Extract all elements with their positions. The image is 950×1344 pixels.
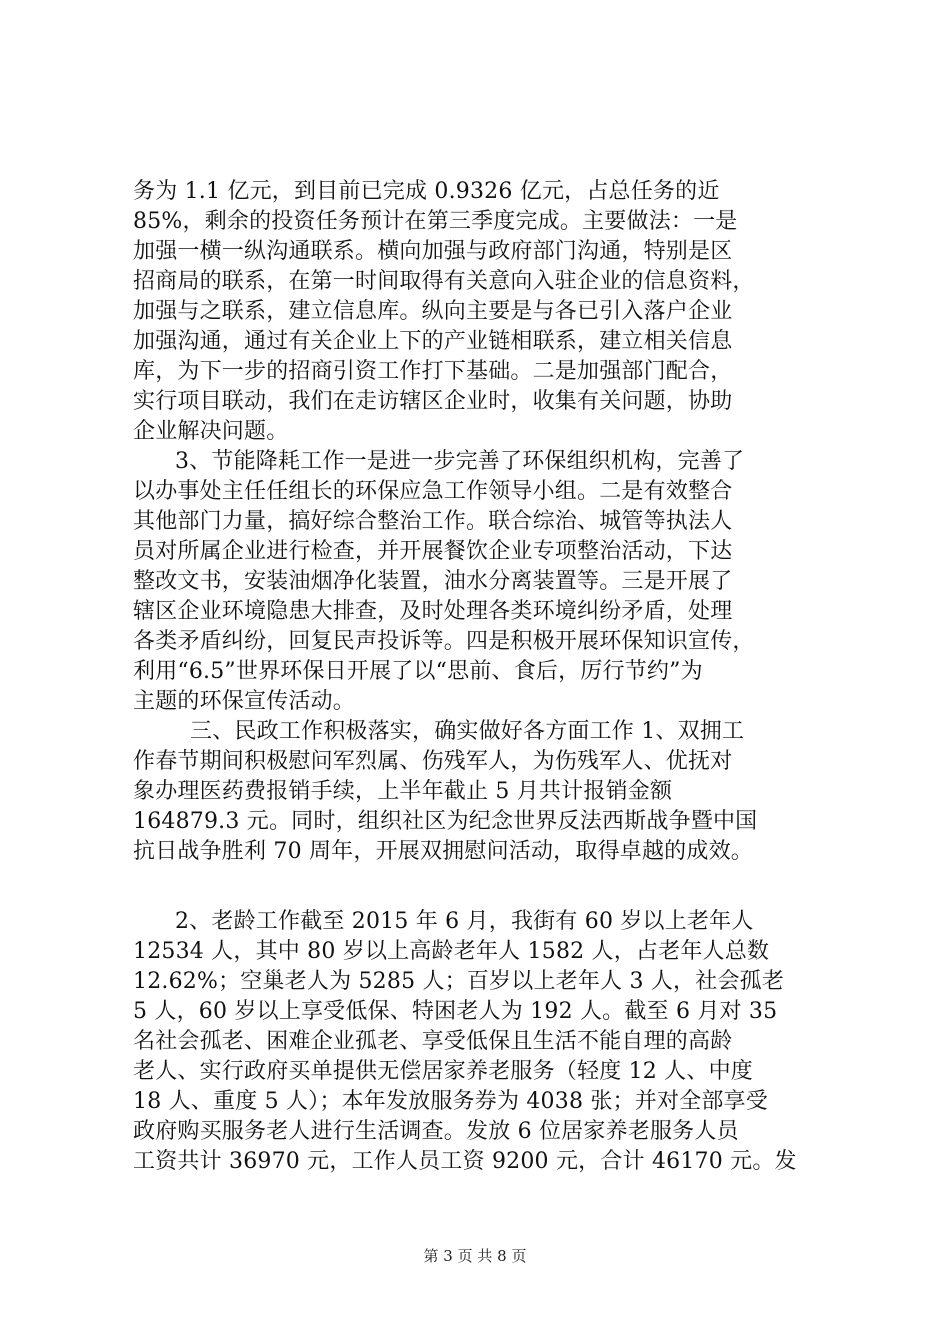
paragraph-line-19: 三、民政工作积极落实，确实做好各方面工作 1、双拥工	[190, 719, 745, 744]
paragraph-line-28: 名社会孤老、困难企业孤老、享受低保且生活不能自理的高龄	[133, 1029, 733, 1054]
paragraph-line-9: 企业解决问题。	[133, 419, 289, 444]
page-number-label: 第 3 页 共 8 页	[423, 1247, 527, 1265]
paragraph-line-26: 12.62%；空巢老人为 5285 人；百岁以上老年人 3 人，社会孤老	[133, 969, 785, 994]
paragraph-line-30: 18 人、重度 5 人）；本年发放服务券为 4038 张；并对全部享受	[133, 1089, 768, 1114]
paragraph-line-22: 164879.3 元。同时，组织社区为纪念世界反法西斯战争暨中国	[133, 809, 758, 834]
paragraph-line-6: 加强沟通，通过有关企业上下的产业链相联系，建立相关信息	[133, 329, 733, 354]
paragraph-line-27: 5 人，60 岁以上享受低保、特困老人为 192 人。截至 6 月对 35	[133, 999, 778, 1024]
paragraph-line-17: 利用“6.5”世界环保日开展了以“思前、食后，厉行节约”为	[133, 659, 703, 684]
paragraph-line-12: 其他部门力量，搞好综合整治工作。联合综治、城管等执法人	[133, 509, 733, 534]
paragraph-line-8: 实行项目联动，我们在走访辖区企业时，收集有关问题，协助	[133, 389, 733, 414]
paragraph-line-1: 务为 1.1 亿元，到目前已完成 0.9326 亿元，占总任务的近	[133, 179, 720, 204]
paragraph-line-5: 加强与之联系，建立信息库。纵向主要是与各已引入落户企业	[133, 299, 733, 324]
paragraph-line-32: 工资共计 36970 元，工作人员工资 9200 元，合计 46170 元。发	[133, 1149, 797, 1174]
paragraph-line-16: 各类矛盾纠纷，回复民声投诉等。四是积极开展环保知识宣传，	[133, 629, 755, 654]
paragraph-line-11: 以办事处主任任组长的环保应急工作领导小组。二是有效整合	[133, 479, 733, 504]
paragraph-line-23: 抗日战争胜利 70 周年，开展双拥慰问活动，取得卓越的成效。	[133, 839, 753, 864]
paragraph-line-25: 12534 人，其中 80 岁以上高龄老年人 1582 人，占老年人总数	[133, 939, 770, 964]
paragraph-line-3: 加强一横一纵沟通联系。横向加强与政府部门沟通，特别是区	[133, 239, 733, 264]
paragraph-line-31: 政府购买服务老人进行生活调查。发放 6 位居家养老服务人员	[133, 1119, 739, 1144]
paragraph-line-7: 库，为下一步的招商引资工作打下基础。二是加强部门配合，	[133, 359, 733, 384]
paragraph-line-4: 招商局的联系，在第一时间取得有关意向入驻企业的信息资料，	[133, 269, 755, 294]
paragraph-line-10: 3、节能降耗工作一是进一步完善了环保组织机构，完善了	[175, 449, 745, 474]
paragraph-line-14: 整改文书，安装油烟净化装置，油水分离装置等。三是开展了	[133, 569, 733, 594]
paragraph-line-24: 2、老龄工作截至 2015 年 6 月，我街有 60 岁以上老年人	[175, 909, 754, 934]
paragraph-line-15: 辖区企业环境隐患大排查，及时处理各类环境纠纷矛盾，处理	[133, 599, 733, 624]
paragraph-line-13: 员对所属企业进行检查，并开展餐饮企业专项整治活动，下达	[133, 539, 733, 564]
paragraph-line-20: 作春节期间积极慰问军烈属、伤残军人，为伤残军人、优抚对	[133, 749, 733, 774]
paragraph-line-21: 象办理医药费报销手续，上半年截止 5 月共计报销金额	[133, 779, 673, 804]
page-footer	[0, 1246, 950, 1266]
paragraph-line-29: 老人、实行政府买单提供无偿居家养老服务（轻度 12 人、中度	[133, 1059, 753, 1084]
paragraph-line-2: 85%，剩余的投资任务预计在第三季度完成。主要做法：一是	[133, 209, 738, 234]
paragraph-line-18: 主题的环保宣传活动。	[133, 689, 356, 714]
